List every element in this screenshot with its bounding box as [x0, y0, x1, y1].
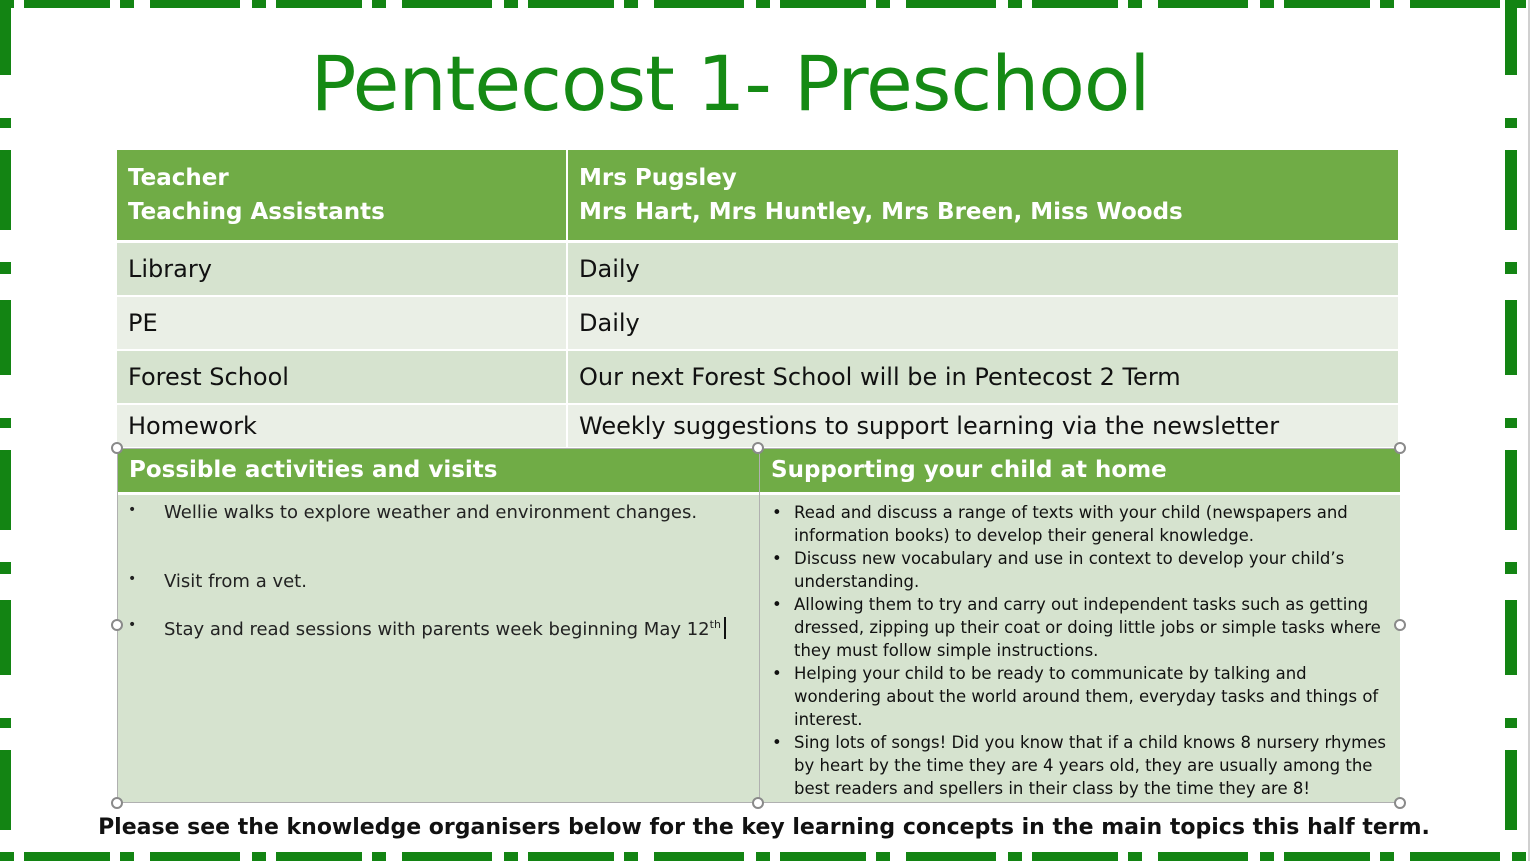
staff-role-cell[interactable] — [117, 150, 567, 242]
slide-edge — [1528, 0, 1530, 861]
activity-text-with-cursor — [164, 617, 726, 640]
support-list — [760, 495, 1400, 800]
activities-column[interactable] — [118, 449, 760, 802]
row-value-forest-school[interactable]: Our next Forest School will be in Pentecost 2 Term — [567, 350, 1399, 404]
class-info-table[interactable] — [117, 150, 1400, 447]
dashed-border-right — [1505, 0, 1517, 861]
table-row — [117, 296, 1399, 350]
list-item[interactable]: • Read and discuss a range of texts with your child (newspapers and information books) to develop their general knowledge. — [770, 501, 1386, 547]
resize-handle-top-center[interactable] — [752, 442, 764, 454]
teaching-assistants-label: Teaching Assistants — [128, 199, 385, 225]
dashed-border-top — [0, 0, 1532, 8]
support-column[interactable] — [760, 449, 1400, 802]
resize-handle-bottom-right[interactable] — [1394, 797, 1406, 809]
row-label-homework[interactable]: Homework — [117, 404, 567, 447]
list-item[interactable]: • Sing lots of songs! Did you know that if a child knows 8 nursery rhymes by heart by the time they are 4 years old, they are usually among the best readers and spellers in their class by the time they are 8! — [770, 731, 1386, 800]
resize-handle-bottom-left[interactable] — [111, 797, 123, 809]
dashed-border-bottom — [0, 852, 1532, 861]
activities-cell[interactable] — [118, 495, 759, 802]
teacher-label: Teacher — [128, 165, 229, 191]
resize-handle-middle-right[interactable] — [1394, 619, 1406, 631]
resize-handle-middle-left[interactable] — [111, 619, 123, 631]
resize-handle-top-right[interactable] — [1394, 442, 1406, 454]
row-value-homework[interactable]: Weekly suggestions to support learning via the newsletter — [567, 404, 1399, 447]
row-label-library[interactable]: Library — [117, 242, 567, 297]
bullet-icon: • — [128, 571, 137, 587]
staff-names-cell[interactable] — [567, 150, 1399, 242]
teacher-name: Mrs Pugsley — [579, 165, 737, 191]
list-item[interactable]: • Helping your child to be ready to communicate by talking and wondering about the world around them, everyday tasks and things of interest. — [770, 662, 1386, 731]
teaching-assistants-names: Mrs Hart, Mrs Huntley, Mrs Breen, Miss Woods — [579, 199, 1183, 225]
support-heading[interactable]: Supporting your child at home — [760, 449, 1400, 495]
row-value-library[interactable]: Daily — [567, 242, 1399, 297]
footer-note[interactable]: Please see the knowledge organisers below for the key learning concepts in the main topics this half term. — [98, 815, 1430, 840]
list-item[interactable]: • Discuss new vocabulary and use in context to develop your child’s understanding. — [770, 547, 1386, 593]
list-item[interactable]: • Allowing them to try and carry out independent tasks such as getting dressed, zipping up their coat or doing little jobs or simple tasks where they must follow simple instructions. — [770, 593, 1386, 662]
activity-text: Wellie walks to explore weather and environment changes. — [164, 502, 698, 523]
table-row — [117, 404, 1399, 447]
table-row — [117, 242, 1399, 297]
row-label-pe[interactable]: PE — [117, 296, 567, 350]
activity-text: Stay and read sessions with parents week beginning May 12 — [164, 619, 710, 640]
row-label-forest-school[interactable]: Forest School — [117, 350, 567, 404]
table-header-row — [117, 150, 1399, 242]
resize-handle-top-left[interactable] — [111, 442, 123, 454]
bullet-icon: • — [128, 502, 137, 518]
activity-text: Visit from a vet. — [164, 571, 307, 592]
row-value-pe[interactable]: Daily — [567, 296, 1399, 350]
page-title[interactable]: Pentecost 1- Preschool — [310, 39, 1150, 128]
support-cell[interactable] — [760, 495, 1400, 802]
bullet-icon: • — [128, 617, 137, 633]
text-cursor — [724, 617, 726, 639]
activities-heading[interactable]: Possible activities and visits — [118, 449, 759, 495]
resize-handle-bottom-center[interactable] — [752, 797, 764, 809]
activities-support-table[interactable] — [117, 448, 1400, 803]
ordinal-suffix: th — [709, 618, 721, 631]
table-row — [117, 350, 1399, 404]
